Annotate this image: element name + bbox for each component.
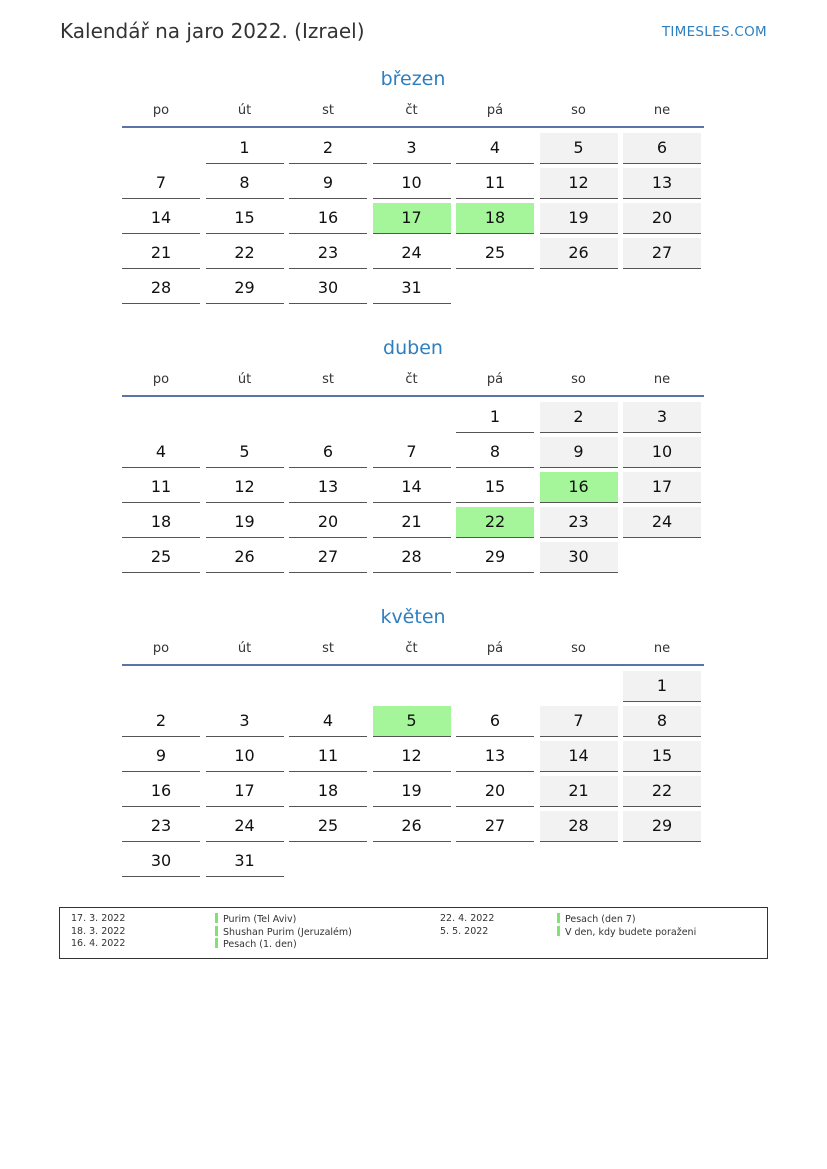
holiday-day-cell: 17 bbox=[373, 203, 451, 234]
day-cell: 31 bbox=[206, 846, 284, 877]
day-cell: 12 bbox=[373, 741, 451, 772]
day-cell: 24 bbox=[623, 507, 701, 538]
day-cell: 21 bbox=[122, 238, 200, 269]
day-cell: 30 bbox=[122, 846, 200, 877]
weekday-label: pá bbox=[486, 372, 504, 387]
day-cell: 8 bbox=[456, 437, 534, 468]
day-cell: 20 bbox=[289, 507, 367, 538]
weekday-header bbox=[122, 640, 704, 666]
day-cell: 1 bbox=[206, 133, 284, 164]
day-cell: 13 bbox=[456, 741, 534, 772]
weekday-label: pá bbox=[486, 103, 504, 118]
day-cell: 24 bbox=[373, 238, 451, 269]
legend-holiday-name: Pesach (den 7) bbox=[557, 913, 636, 926]
day-cell: 20 bbox=[456, 776, 534, 807]
weekday-label: čt bbox=[405, 372, 418, 387]
empty-cell bbox=[122, 671, 200, 701]
day-cell: 16 bbox=[289, 203, 367, 234]
day-cell: 3 bbox=[373, 133, 451, 164]
day-cell: 8 bbox=[623, 706, 701, 737]
day-cell: 14 bbox=[122, 203, 200, 234]
day-cell: 18 bbox=[289, 776, 367, 807]
legend-date: 22. 4. 2022 bbox=[440, 913, 495, 924]
weekday-label: po bbox=[152, 372, 170, 387]
day-cell: 28 bbox=[373, 542, 451, 573]
holiday-day-cell: 22 bbox=[456, 507, 534, 538]
day-cell: 19 bbox=[373, 776, 451, 807]
month-name: květen bbox=[380, 606, 446, 628]
day-cell: 21 bbox=[373, 507, 451, 538]
day-cell: 9 bbox=[540, 437, 618, 468]
day-cell: 25 bbox=[456, 238, 534, 269]
day-cell: 10 bbox=[206, 741, 284, 772]
day-cell: 2 bbox=[122, 706, 200, 737]
day-cell: 23 bbox=[289, 238, 367, 269]
weekday-label: út bbox=[237, 641, 252, 656]
day-cell: 22 bbox=[206, 238, 284, 269]
day-cell: 2 bbox=[540, 402, 618, 433]
day-cell: 8 bbox=[206, 168, 284, 199]
day-cell: 31 bbox=[373, 273, 451, 304]
day-cell: 30 bbox=[540, 542, 618, 573]
empty-cell bbox=[373, 671, 451, 701]
day-cell: 9 bbox=[122, 741, 200, 772]
holiday-day-cell: 5 bbox=[373, 706, 451, 737]
day-cell: 7 bbox=[373, 437, 451, 468]
day-cell: 5 bbox=[540, 133, 618, 164]
day-cell: 14 bbox=[373, 472, 451, 503]
legend-date: 5. 5. 2022 bbox=[440, 925, 489, 937]
weekday-label: so bbox=[571, 372, 586, 387]
weekday-header bbox=[122, 371, 704, 397]
day-cell: 27 bbox=[289, 542, 367, 573]
day-cell: 26 bbox=[540, 238, 618, 269]
day-cell: 21 bbox=[540, 776, 618, 807]
day-cell: 7 bbox=[540, 706, 618, 737]
day-cell: 15 bbox=[623, 741, 701, 772]
weekday-label: út bbox=[237, 103, 252, 118]
day-cell: 5 bbox=[206, 437, 284, 468]
legend-holiday-name: Shushan Purim (Jeruzalém) bbox=[215, 926, 352, 939]
month-calendar bbox=[122, 604, 704, 877]
day-cell: 10 bbox=[623, 437, 701, 468]
empty-cell bbox=[540, 671, 618, 701]
page-title: Kalendář na jaro 2022. (Izrael) bbox=[60, 19, 365, 43]
legend-date: 17. 3. 2022 bbox=[71, 913, 126, 924]
holiday-marker-icon bbox=[215, 926, 218, 936]
legend-date: 18. 3. 2022 bbox=[71, 925, 126, 937]
day-cell: 19 bbox=[206, 507, 284, 538]
day-cell: 20 bbox=[623, 203, 701, 234]
empty-cell bbox=[206, 671, 284, 701]
month-calendar bbox=[122, 66, 704, 304]
day-grid bbox=[122, 402, 704, 573]
day-cell: 17 bbox=[623, 472, 701, 503]
day-grid bbox=[122, 671, 704, 877]
day-cell: 12 bbox=[206, 472, 284, 503]
weekday-label: st bbox=[322, 372, 334, 387]
empty-cell bbox=[289, 402, 367, 432]
day-cell: 4 bbox=[456, 133, 534, 164]
day-cell: 14 bbox=[540, 741, 618, 772]
holiday-marker-icon bbox=[215, 938, 218, 948]
empty-cell bbox=[122, 402, 200, 432]
weekday-label: ne bbox=[653, 103, 671, 118]
day-cell: 13 bbox=[289, 472, 367, 503]
empty-cell bbox=[122, 133, 200, 163]
month-name: březen bbox=[380, 68, 446, 90]
day-cell: 7 bbox=[122, 168, 200, 199]
weekday-label: čt bbox=[405, 641, 418, 656]
weekday-header bbox=[122, 102, 704, 128]
day-cell: 17 bbox=[206, 776, 284, 807]
day-cell: 6 bbox=[289, 437, 367, 468]
day-cell: 11 bbox=[289, 741, 367, 772]
day-cell: 11 bbox=[456, 168, 534, 199]
weekday-label: čt bbox=[405, 103, 418, 118]
day-cell: 28 bbox=[540, 811, 618, 842]
day-cell: 29 bbox=[456, 542, 534, 573]
weekday-label: ne bbox=[653, 372, 671, 387]
weekday-label: pá bbox=[486, 641, 504, 656]
month-calendar bbox=[122, 335, 704, 573]
legend-holiday-name: Pesach (1. den) bbox=[215, 938, 297, 951]
holiday-marker-icon bbox=[215, 913, 218, 923]
day-cell: 10 bbox=[373, 168, 451, 199]
day-cell: 24 bbox=[206, 811, 284, 842]
weekday-label: st bbox=[322, 641, 334, 656]
empty-cell bbox=[456, 671, 534, 701]
day-cell: 4 bbox=[122, 437, 200, 468]
day-cell: 23 bbox=[540, 507, 618, 538]
day-cell: 28 bbox=[122, 273, 200, 304]
legend-date: 16. 4. 2022 bbox=[71, 938, 126, 949]
day-cell: 18 bbox=[122, 507, 200, 538]
empty-cell bbox=[289, 671, 367, 701]
day-cell: 13 bbox=[623, 168, 701, 199]
holiday-marker-icon bbox=[557, 913, 560, 923]
day-cell: 15 bbox=[456, 472, 534, 503]
day-cell: 1 bbox=[623, 671, 701, 702]
day-cell: 3 bbox=[206, 706, 284, 737]
day-cell: 19 bbox=[540, 203, 618, 234]
day-cell: 30 bbox=[289, 273, 367, 304]
day-cell: 27 bbox=[623, 238, 701, 269]
day-cell: 9 bbox=[289, 168, 367, 199]
weekday-label: út bbox=[237, 372, 252, 387]
weekday-label: so bbox=[571, 103, 586, 118]
day-cell: 2 bbox=[289, 133, 367, 164]
day-cell: 29 bbox=[206, 273, 284, 304]
day-cell: 12 bbox=[540, 168, 618, 199]
empty-cell bbox=[206, 402, 284, 432]
day-cell: 11 bbox=[122, 472, 200, 503]
weekday-label: po bbox=[152, 103, 170, 118]
day-cell: 6 bbox=[456, 706, 534, 737]
holiday-day-cell: 18 bbox=[456, 203, 534, 234]
day-cell: 22 bbox=[623, 776, 701, 807]
empty-cell bbox=[373, 402, 451, 432]
weekday-label: st bbox=[322, 103, 334, 118]
day-cell: 23 bbox=[122, 811, 200, 842]
legend-holiday-name: Purim (Tel Aviv) bbox=[215, 913, 296, 926]
holiday-day-cell: 16 bbox=[540, 472, 618, 503]
legend-holiday-name: V den, kdy budete poraženi bbox=[557, 926, 696, 939]
day-cell: 26 bbox=[206, 542, 284, 573]
weekday-label: po bbox=[152, 641, 170, 656]
day-cell: 6 bbox=[623, 133, 701, 164]
holiday-marker-icon bbox=[557, 926, 560, 936]
brand-link[interactable]: TIMESLES.COM bbox=[661, 24, 767, 40]
weekday-label: so bbox=[571, 641, 586, 656]
day-cell: 1 bbox=[456, 402, 534, 433]
day-cell: 29 bbox=[623, 811, 701, 842]
day-cell: 4 bbox=[289, 706, 367, 737]
day-cell: 15 bbox=[206, 203, 284, 234]
day-cell: 3 bbox=[623, 402, 701, 433]
day-cell: 25 bbox=[122, 542, 200, 573]
holiday-legend bbox=[59, 907, 768, 959]
day-cell: 25 bbox=[289, 811, 367, 842]
weekday-label: ne bbox=[653, 641, 671, 656]
month-name: duben bbox=[383, 337, 443, 359]
day-cell: 16 bbox=[122, 776, 200, 807]
day-grid bbox=[122, 133, 704, 304]
day-cell: 27 bbox=[456, 811, 534, 842]
day-cell: 26 bbox=[373, 811, 451, 842]
